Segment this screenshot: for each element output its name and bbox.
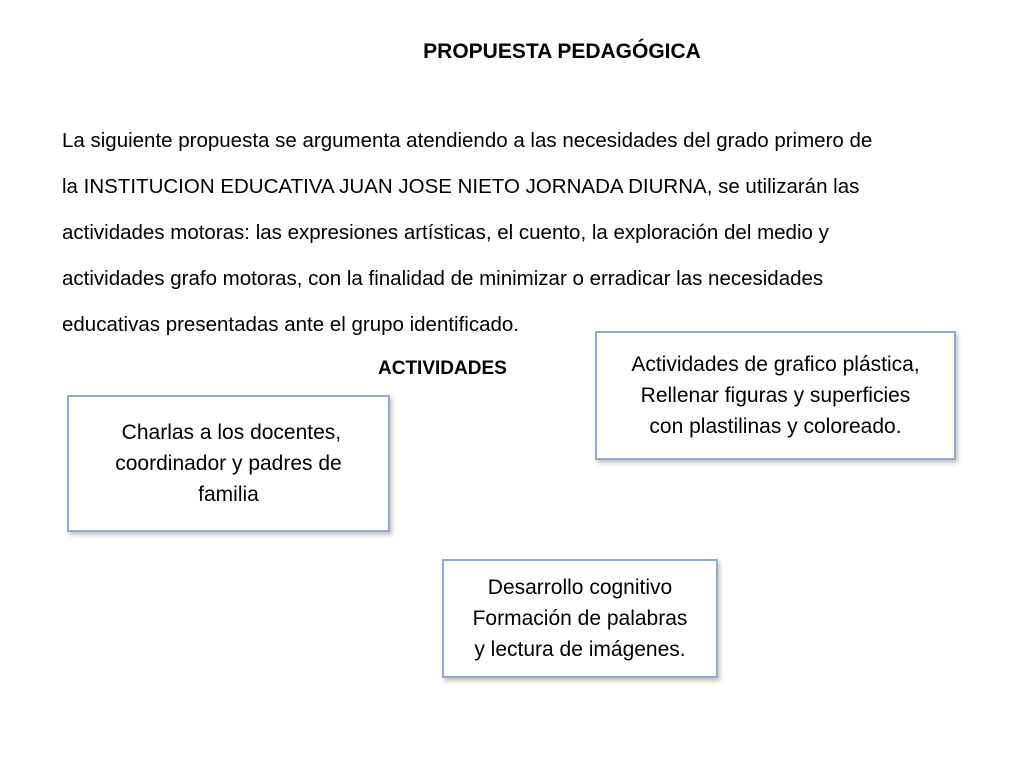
activity-line: Rellenar figuras y superficies [640, 384, 911, 407]
activity-line: con plastilinas y coloreado. [649, 415, 902, 438]
intro-line: la INSTITUCION EDUCATIVA JUAN JOSE NIETO JORNADA DIURNA, se utilizarán las [62, 175, 860, 198]
activity-line: familia [198, 483, 259, 506]
activity-box-charlas [67, 395, 390, 532]
activity-box-desarrollo-cognitivo [442, 559, 718, 678]
activity-line: Formación de palabras [472, 607, 688, 630]
activity-box-grafico-plastica [595, 331, 956, 460]
activity-line: Charlas a los docentes, [115, 421, 342, 444]
intro-line: educativas presentadas ante el grupo identificado. [62, 313, 520, 336]
intro-paragraph [62, 118, 992, 348]
activity-line: coordinador y padres de [115, 452, 342, 475]
activity-line: y lectura de imágenes. [474, 638, 686, 661]
activity-line: Actividades de grafico plástica, [631, 353, 920, 376]
page-title: PROPUESTA PEDAGÓGICA [423, 40, 701, 63]
activities-heading: ACTIVIDADES [378, 358, 507, 379]
activity-line: Desarrollo cognitivo [487, 576, 673, 599]
intro-line: La siguiente propuesta se argumenta atendiendo a las necesidades del grado primero de [62, 129, 873, 152]
intro-line: actividades grafo motoras, con la finalidad de minimizar o erradicar las necesidades [62, 267, 824, 290]
intro-line: actividades motoras: las expresiones artísticas, el cuento, la exploración del medio y [62, 221, 829, 244]
